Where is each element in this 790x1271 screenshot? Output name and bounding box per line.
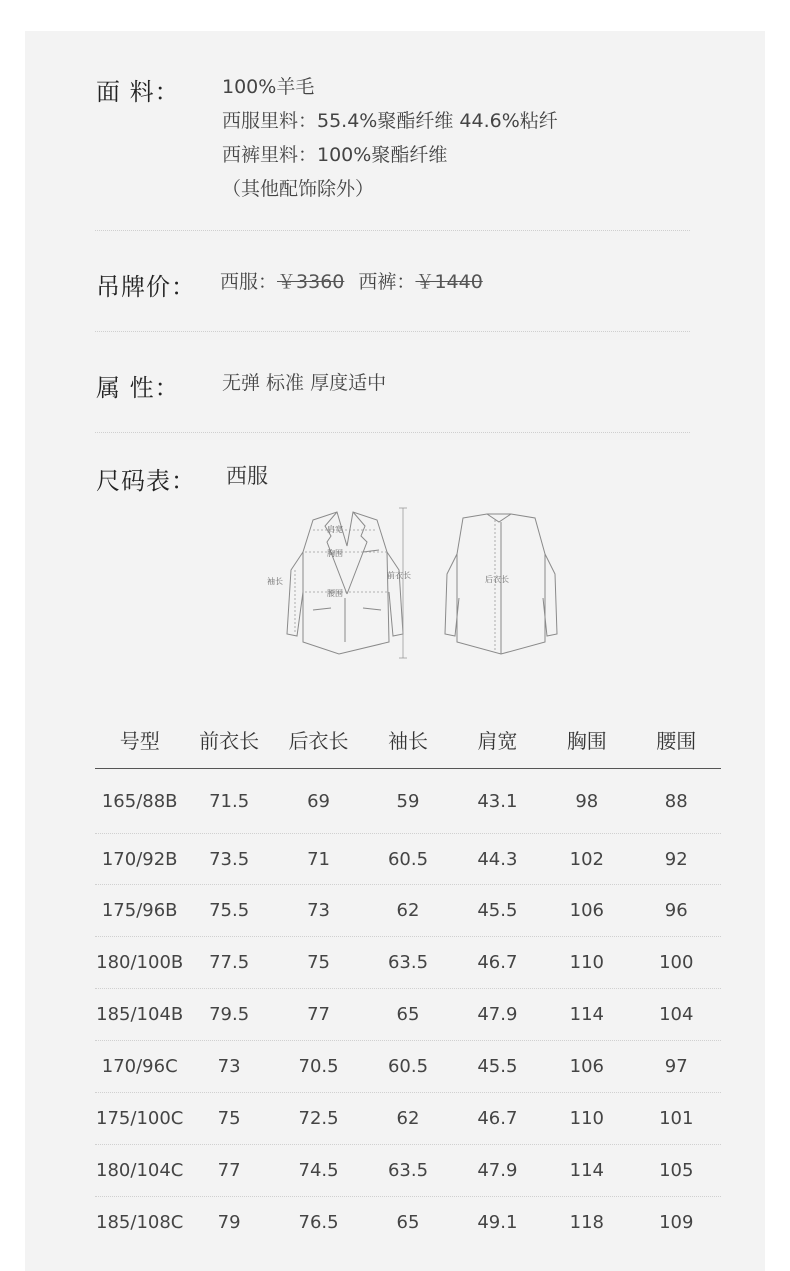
cell-size: 165/88B — [101, 790, 178, 812]
cell-chest: 110 — [569, 1108, 604, 1129]
cell-waist: 100 — [659, 952, 694, 973]
material-line: 西裤里料：100%聚酯纤维 — [222, 144, 448, 166]
cell-back-length: 71 — [307, 848, 330, 870]
cell-front-length: 73 — [217, 1056, 241, 1077]
cell-sleeve: 59 — [396, 790, 420, 812]
cell-shoulder: 47.9 — [477, 1160, 518, 1181]
cell-waist: 101 — [659, 1108, 694, 1129]
cell-front-length: 77 — [217, 1160, 241, 1181]
table-row — [95, 834, 721, 885]
header-back-length: 后衣长 — [288, 728, 349, 753]
cell-sleeve: 60.5 — [387, 1056, 429, 1077]
table-row — [95, 769, 721, 834]
cell-chest: 114 — [569, 1160, 604, 1181]
header-chest: 胸围 — [566, 728, 607, 753]
diagram-label-sleeve: 袖长 — [267, 577, 283, 586]
cell-chest: 106 — [569, 900, 604, 921]
cell-chest: 114 — [569, 1004, 604, 1025]
cell-size: 185/104B — [96, 1004, 184, 1025]
header-sleeve: 袖长 — [387, 728, 428, 753]
material-label: 面 料： — [96, 78, 180, 106]
cell-waist: 104 — [659, 1004, 694, 1025]
cell-front-length: 75 — [217, 1108, 241, 1129]
material-line: （其他配饰除外） — [222, 178, 375, 200]
cell-front-length: 75.5 — [209, 900, 250, 921]
cell-chest: 106 — [569, 1056, 604, 1077]
cell-shoulder: 46.7 — [477, 952, 518, 973]
cell-waist: 97 — [664, 1056, 688, 1077]
cell-chest: 118 — [569, 1212, 604, 1233]
table-row — [95, 885, 721, 937]
material-lines — [222, 70, 558, 206]
cell-back-length: 73 — [307, 900, 330, 921]
size-chart-type: 西服 — [226, 464, 268, 488]
header-size: 号型 — [119, 728, 160, 753]
cell-chest: 102 — [569, 848, 604, 870]
cell-size: 185/108C — [96, 1212, 184, 1233]
diagram-label-front-length: 前衣长 — [387, 571, 411, 580]
size-chart-label: 尺码表： — [96, 467, 196, 495]
suit-price-label: 西服： — [220, 271, 278, 293]
pants-price: ￥1440 — [415, 271, 483, 293]
suit-price: ￥3360 — [277, 271, 345, 293]
cell-size: 170/96C — [101, 1056, 178, 1077]
cell-shoulder: 49.1 — [477, 1212, 518, 1233]
cell-front-length: 79 — [217, 1212, 241, 1233]
cell-front-length: 71.5 — [209, 790, 250, 812]
attribute-label: 属 性： — [96, 374, 180, 402]
cell-back-length: 76.5 — [298, 1212, 339, 1233]
cell-sleeve: 62 — [396, 1108, 420, 1129]
suit-measurement-diagram — [265, 502, 565, 664]
diagram-label-shoulder: 肩宽 — [327, 525, 343, 534]
size-table — [95, 710, 721, 1248]
table-row — [95, 1197, 721, 1248]
cell-shoulder: 44.3 — [477, 848, 518, 870]
cell-front-length: 79.5 — [209, 1004, 250, 1025]
table-row — [95, 937, 721, 989]
cell-sleeve: 62 — [396, 900, 420, 921]
cell-back-length: 69 — [307, 790, 330, 812]
cell-size: 175/100C — [96, 1108, 184, 1129]
header-front-length: 前衣长 — [199, 728, 260, 753]
cell-sleeve: 65 — [396, 1004, 420, 1025]
cell-sleeve: 63.5 — [387, 952, 429, 973]
cell-waist: 105 — [659, 1160, 694, 1181]
cell-shoulder: 47.9 — [477, 1004, 518, 1025]
cell-waist: 109 — [659, 1212, 694, 1233]
cell-size: 180/100B — [96, 952, 184, 973]
suit-diagram-svg — [265, 502, 565, 664]
cell-shoulder: 46.7 — [477, 1108, 518, 1129]
diagram-label-chest: 胸围 — [327, 549, 343, 558]
cell-back-length: 77 — [307, 1004, 330, 1025]
cell-waist: 96 — [664, 900, 688, 921]
cell-size: 170/92B — [101, 848, 178, 870]
cell-back-length: 70.5 — [298, 1056, 339, 1077]
cell-shoulder: 43.1 — [477, 790, 518, 812]
price-label: 吊牌价： — [96, 273, 196, 301]
divider — [95, 230, 690, 231]
cell-size: 175/96B — [101, 900, 178, 921]
table-row — [95, 1041, 721, 1093]
cell-chest: 110 — [569, 952, 604, 973]
cell-back-length: 75 — [307, 952, 330, 973]
cell-waist: 92 — [664, 848, 688, 870]
cell-sleeve: 60.5 — [387, 848, 429, 870]
diagram-label-back-length: 后衣长 — [485, 575, 509, 584]
cell-sleeve: 63.5 — [387, 1160, 429, 1181]
divider — [95, 432, 690, 433]
cell-back-length: 72.5 — [298, 1108, 339, 1129]
table-header-row — [95, 710, 721, 769]
table-row — [95, 1145, 721, 1197]
cell-back-length: 74.5 — [298, 1160, 339, 1181]
material-line: 100%羊毛 — [222, 76, 315, 98]
material-line: 西服里料：55.4%聚酯纤维 44.6%粘纤 — [222, 110, 558, 132]
cell-chest: 98 — [575, 790, 599, 812]
table-row — [95, 989, 721, 1041]
cell-sleeve: 65 — [396, 1212, 420, 1233]
divider — [95, 331, 690, 332]
pants-price-label: 西裤： — [358, 271, 416, 293]
table-row — [95, 1093, 721, 1145]
header-waist: 腰围 — [656, 728, 697, 753]
cell-size: 180/104C — [96, 1160, 184, 1181]
attribute-value: 无弹 标准 厚度适中 — [222, 372, 387, 394]
diagram-label-waist: 腰围 — [327, 589, 343, 598]
price-values — [220, 265, 483, 299]
cell-front-length: 77.5 — [209, 952, 250, 973]
header-shoulder: 肩宽 — [477, 728, 518, 753]
cell-shoulder: 45.5 — [477, 1056, 518, 1077]
cell-front-length: 73.5 — [209, 848, 250, 870]
cell-shoulder: 45.5 — [477, 900, 518, 921]
cell-waist: 88 — [664, 790, 688, 812]
